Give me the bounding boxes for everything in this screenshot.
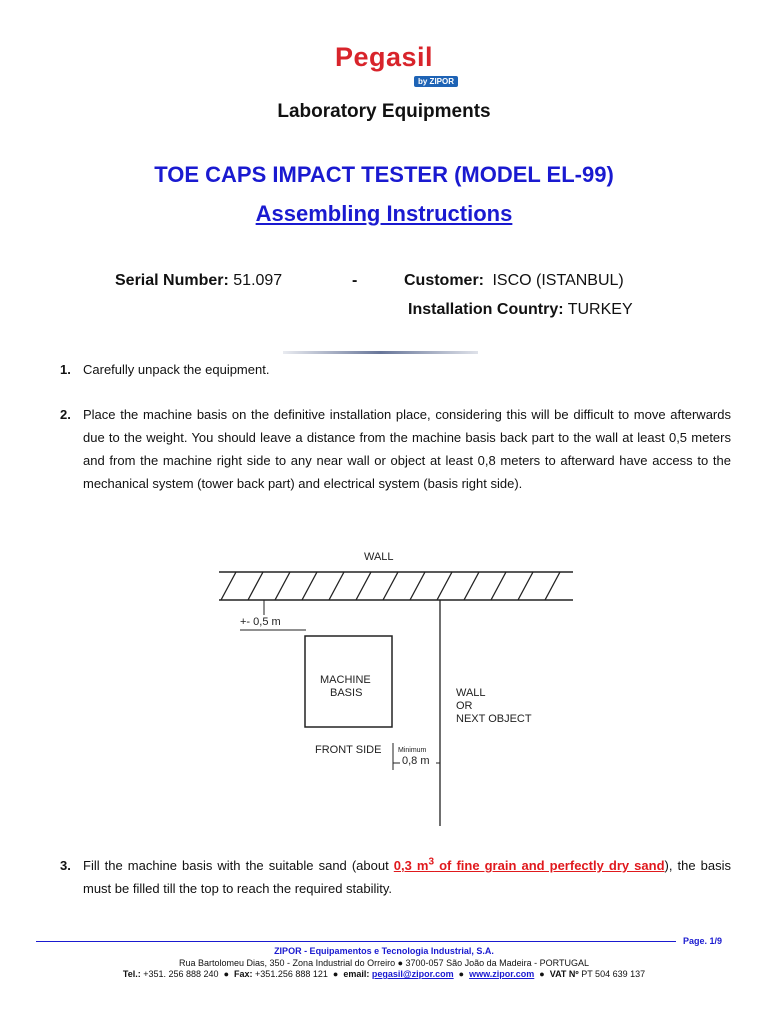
step-number: 1. (60, 362, 71, 377)
sand-description: of fine grain and perfectly dry sand (434, 858, 665, 873)
front-side-label: FRONT SIDE (315, 744, 382, 756)
fax-value: +351.256 888 121 (255, 969, 328, 979)
tel-label: Tel.: (122, 969, 141, 979)
step-number: 2. (60, 407, 71, 422)
document-title: TOE CAPS IMPACT TESTER (MODEL EL-99) (154, 162, 614, 187)
company-logo (0, 42, 768, 73)
wall-hatching (221, 572, 560, 600)
email-label: email: (343, 969, 370, 979)
step-text-part: Fill the machine basis with the suitable sand (about (83, 858, 394, 873)
customer (404, 272, 624, 290)
customer-label: Customer: (404, 272, 485, 289)
right-wall-label-line3: NEXT OBJECT (456, 713, 532, 725)
email-link[interactable]: pegasil@zipor.com (371, 969, 454, 979)
meta-dash: - (352, 272, 358, 289)
installation-country (408, 301, 633, 319)
page-number: Page. 1/9 (683, 936, 723, 946)
serial-number (115, 272, 282, 290)
website-link[interactable]: www.zipor.com (469, 969, 535, 979)
sand-quantity-highlight (394, 858, 665, 873)
machine-label-line1: MACHINE (320, 674, 371, 686)
step-text: Carefully unpack the equipment. (83, 362, 270, 377)
vat-label: VAT Nº (549, 969, 579, 979)
wall-label: WALL (364, 551, 394, 563)
back-distance-label: +- 0,5 m (240, 616, 281, 628)
country-value: TURKEY (567, 301, 633, 318)
logo-text: Pegasil (334, 42, 434, 72)
step-text (83, 854, 731, 900)
footer-company: ZIPOR - Equipamentos e Tecnologia Industrial, S.A. (274, 946, 494, 956)
customer-value: ISCO (ISTANBUL) (492, 272, 624, 289)
layout-diagram (216, 540, 576, 830)
category-heading: Laboratory Equipments (277, 101, 491, 122)
footer-address: Rua Bartolomeu Dias, 350 - Zona Industrial do Orreiro ● 3700-057 São João da Madeira - PORTUGAL (179, 958, 589, 968)
country-label: Installation Country: (408, 301, 564, 318)
fax-label: Fax: (234, 969, 253, 979)
right-wall-label-line2: OR (456, 700, 473, 712)
step-text-part: ), the basis must be filled till the top to reach the required stability. (83, 858, 732, 896)
footer-rule (36, 941, 676, 942)
minimum-label: Minimum (398, 747, 427, 754)
step-text: Place the machine basis on the definitive installation place, considering this will be difficult to move afterwards due to the weight. You should leave a distance from the machine basis back part to the wall at least 0,5 meters and from the machine right side to any near wall or object at least 0,8 meters to afterward have access to the mechanical system (tower back part) and electrical system (basis right side). (83, 407, 731, 491)
side-distance-label: 0,8 m (402, 755, 430, 767)
right-wall-label-line1: WALL (456, 687, 486, 699)
separator-line (283, 351, 478, 354)
tel-value: +351. 256 888 240 (143, 969, 219, 979)
sand-volume-exponent: 3 (428, 856, 435, 868)
serial-label: Serial Number: (115, 272, 229, 289)
document-subtitle: Assembling Instructions (255, 201, 513, 226)
vat-value: PT 504 639 137 (581, 969, 646, 979)
sand-volume: 0,3 m (393, 858, 429, 873)
logo-badge: by ZIPOR (414, 76, 458, 87)
machine-label-line2: BASIS (330, 687, 363, 699)
footer-contacts: Tel.: +351. 256 888 240 ● Fax: +351.256 888 121 ● email: pegasil@zipor.com ● www.zipor.com ● VAT Nº PT 504 639 137 (122, 969, 646, 979)
serial-value: 51.097 (233, 272, 283, 289)
step-number: 3. (60, 858, 71, 873)
